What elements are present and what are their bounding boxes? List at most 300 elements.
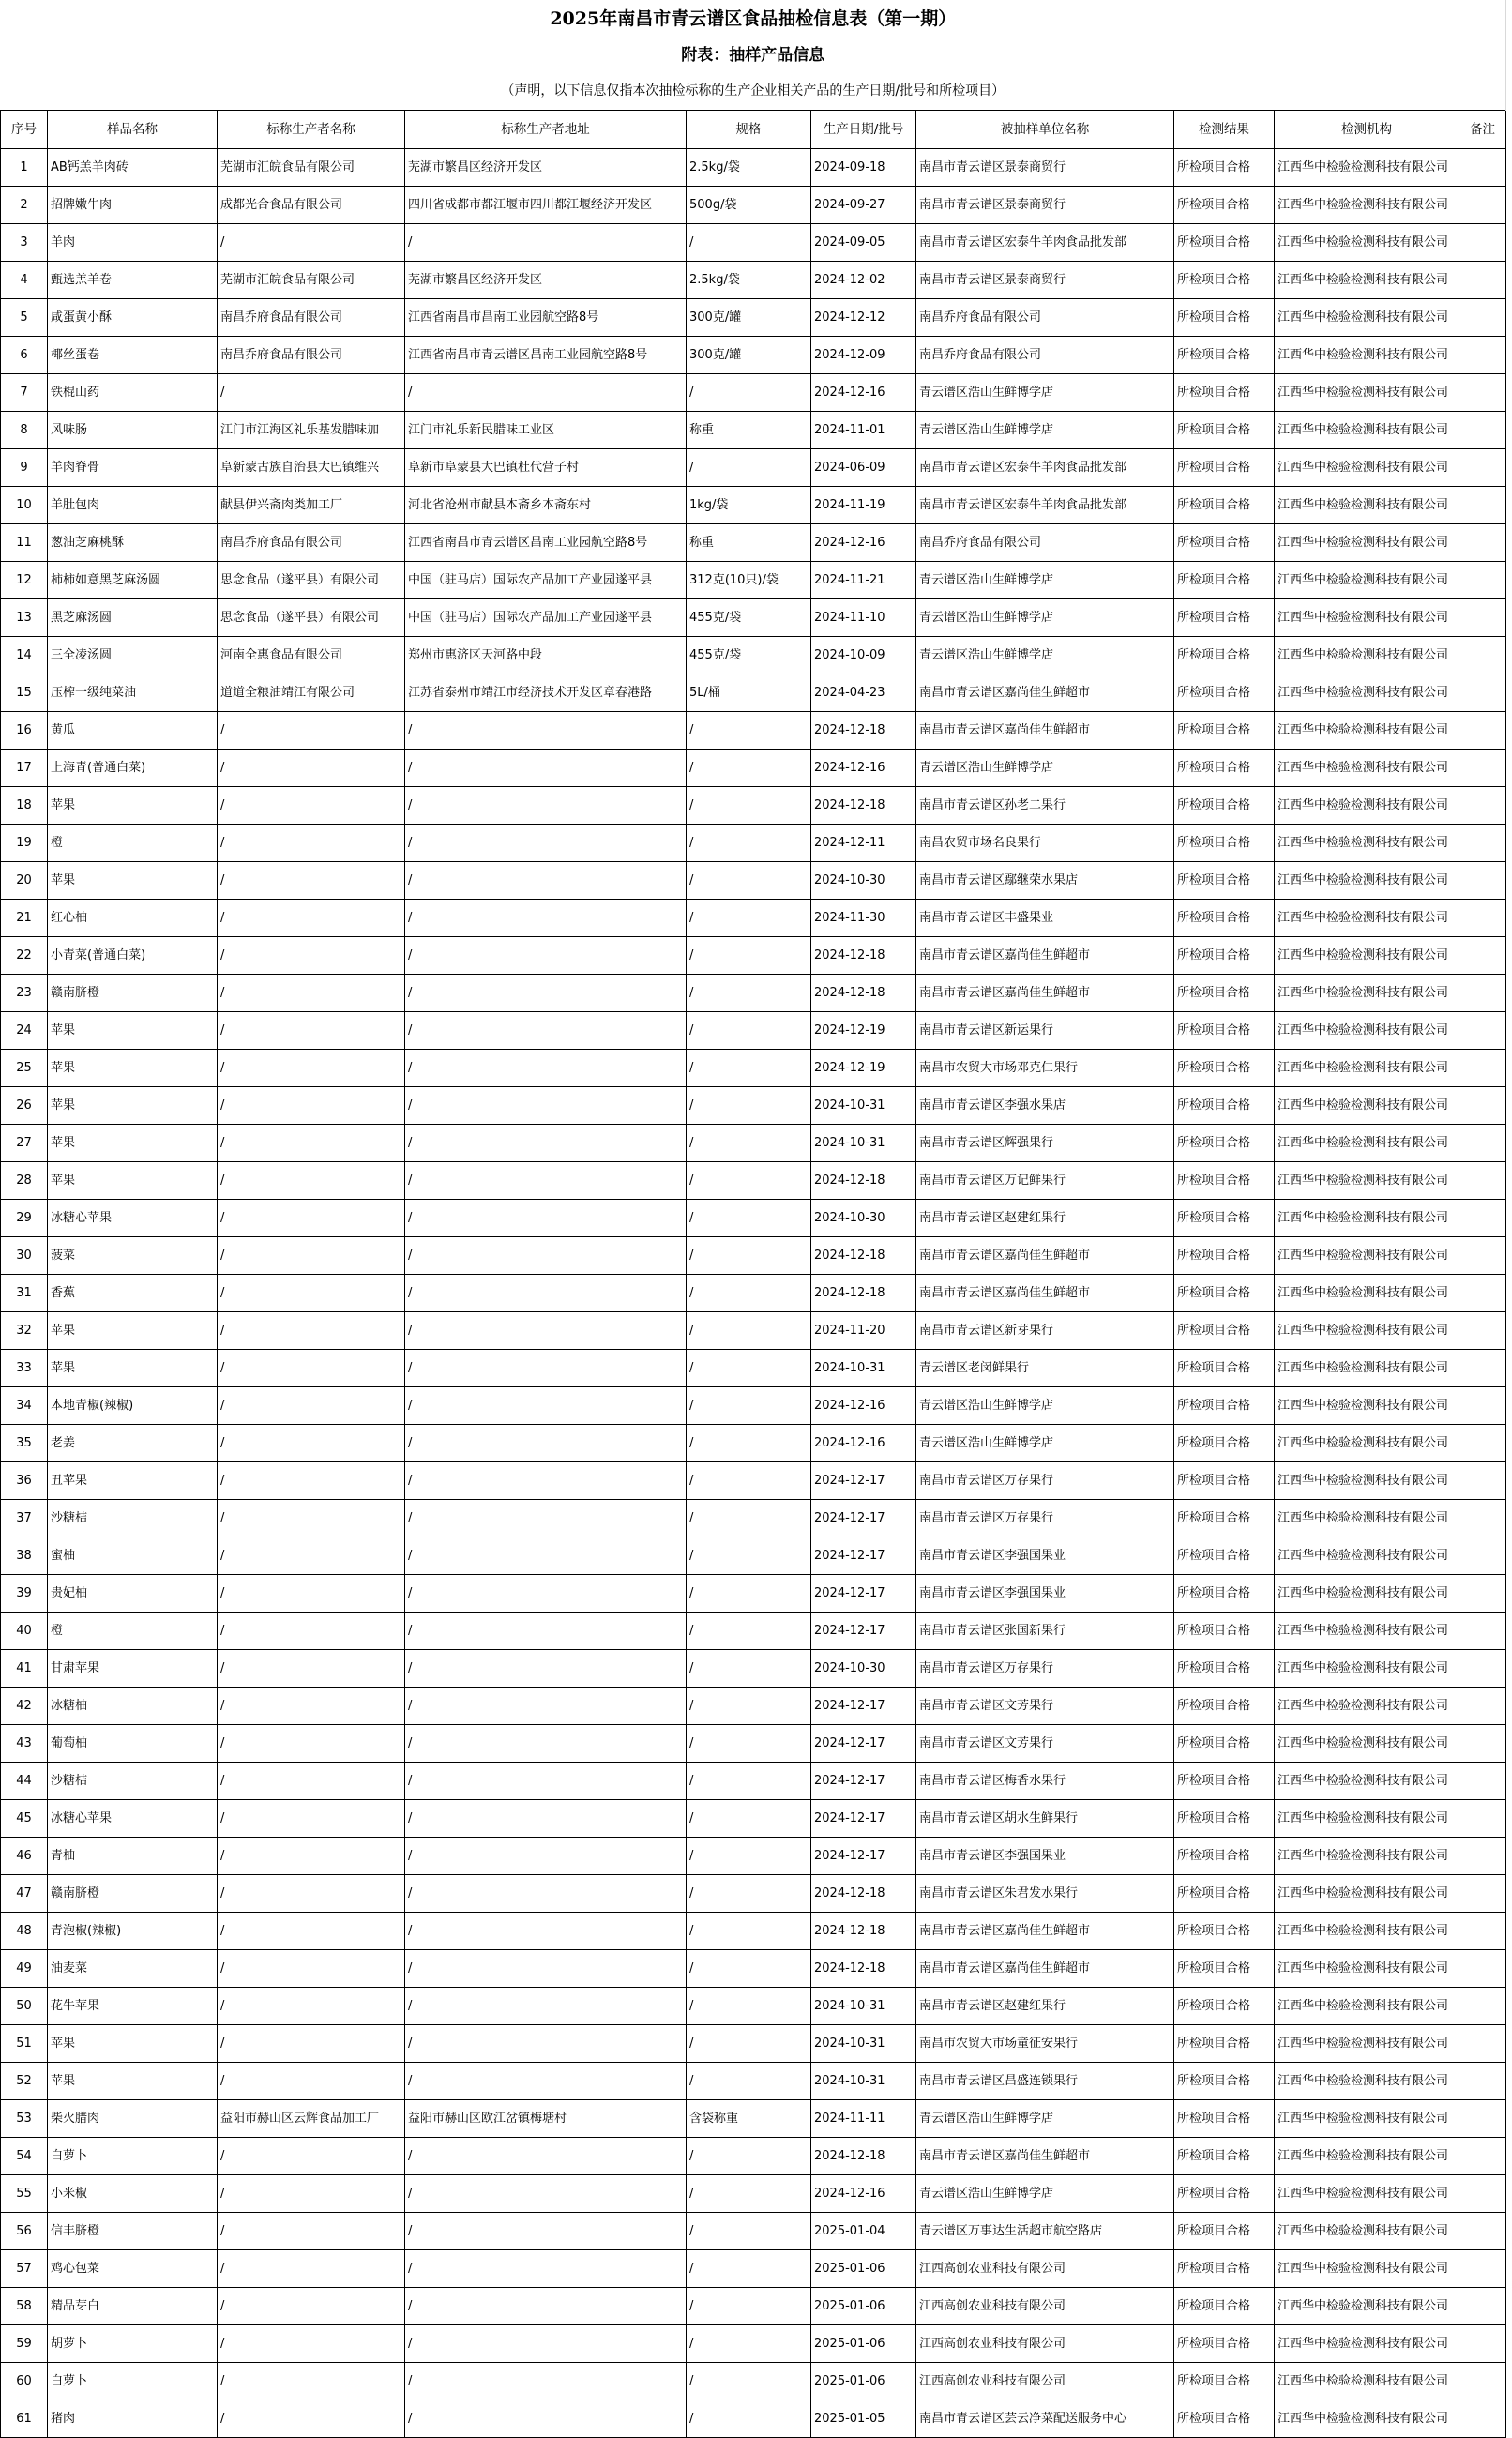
cell-remark	[1459, 223, 1506, 261]
table-row	[1, 2062, 1512, 2099]
cell-spec: /	[687, 861, 811, 899]
cell-producer-name: /	[218, 1011, 405, 1049]
cell-remark	[1459, 1236, 1506, 1274]
cell-spec: /	[687, 2400, 811, 2437]
cell-producer-address: /	[405, 1349, 687, 1386]
cell-producer-name: /	[218, 1574, 405, 1612]
cell-testing-agency: 江西华中检验检测科技有限公司	[1275, 2400, 1459, 2437]
cell-spec: /	[687, 1049, 811, 1086]
cell-spec: 称重	[687, 523, 811, 561]
cell-producer-name: /	[218, 2137, 405, 2174]
cell-test-result: 所检项目合格	[1174, 186, 1275, 223]
cell-sample-name: 沙糖桔	[48, 1499, 218, 1537]
cell-production-date: 2024-10-30	[811, 861, 916, 899]
cell-testing-agency: 江西华中检验检测科技有限公司	[1275, 2249, 1459, 2287]
table-body	[1, 148, 1512, 2437]
cell-sample-name: 苹果	[48, 786, 218, 824]
col-header-agency: 检测机构	[1275, 110, 1459, 148]
cell-producer-name: 南昌乔府食品有限公司	[218, 336, 405, 373]
cell-testing-agency: 江西华中检验检测科技有限公司	[1275, 1612, 1459, 1649]
cell-remark	[1459, 2212, 1506, 2249]
cell-production-date: 2024-12-16	[811, 523, 916, 561]
cell-producer-name: 道道全粮油靖江有限公司	[218, 674, 405, 711]
cell-producer-name: 益阳市赫山区云辉食品加工厂	[218, 2099, 405, 2137]
cell-producer-address: /	[405, 1311, 687, 1349]
cell-test-result: 所检项目合格	[1174, 899, 1275, 936]
cell-sample-name: 花牛苹果	[48, 1987, 218, 2024]
cell-test-result: 所检项目合格	[1174, 1537, 1275, 1574]
cell-remark	[1459, 2174, 1506, 2212]
cell-sampled-unit: 南昌市农贸大市场邓克仁果行	[916, 1049, 1174, 1086]
table-row	[1, 2137, 1512, 2174]
cell-testing-agency: 江西华中检验检测科技有限公司	[1275, 2137, 1459, 2174]
cell-sampled-unit: 青云谱区浩山生鲜博学店	[916, 411, 1174, 448]
table-row	[1, 936, 1512, 974]
cell-producer-name: /	[218, 2024, 405, 2062]
table-row	[1, 1612, 1512, 1649]
cell-spec: /	[687, 2174, 811, 2212]
cell-row-index: 31	[1, 1274, 48, 1311]
cell-remark	[1459, 148, 1506, 186]
cell-sample-name: 赣南脐橙	[48, 974, 218, 1011]
cell-row-index: 28	[1, 1161, 48, 1199]
cell-test-result: 所检项目合格	[1174, 861, 1275, 899]
cell-sample-name: 小青菜(普通白菜)	[48, 936, 218, 974]
cell-sampled-unit: 南昌市青云谱区景泰商贸行	[916, 186, 1174, 223]
table-row	[1, 974, 1512, 1011]
cell-spec: 1kg/袋	[687, 486, 811, 523]
cell-production-date: 2024-10-30	[811, 1199, 916, 1236]
col-header-producer-address: 标称生产者地址	[405, 110, 687, 148]
cell-row-index: 58	[1, 2287, 48, 2324]
cell-producer-address: 四川省成都市都江堰市四川都江堰经济开发区	[405, 186, 687, 223]
cell-producer-address: /	[405, 2024, 687, 2062]
cell-sampled-unit: 南昌市青云谱区嘉尚佳生鲜超市	[916, 936, 1174, 974]
cell-testing-agency: 江西华中检验检测科技有限公司	[1275, 2174, 1459, 2212]
cell-testing-agency: 江西华中检验检测科技有限公司	[1275, 674, 1459, 711]
cell-sample-name: 苹果	[48, 1124, 218, 1161]
cell-spec: /	[687, 1874, 811, 1912]
cell-producer-name: 河南全惠食品有限公司	[218, 636, 405, 674]
cell-row-index: 37	[1, 1499, 48, 1537]
cell-remark	[1459, 1274, 1506, 1311]
cell-testing-agency: 江西华中检验检测科技有限公司	[1275, 861, 1459, 899]
cell-remark	[1459, 336, 1506, 373]
cell-sample-name: 老姜	[48, 1424, 218, 1461]
cell-sample-name: 甄选羔羊卷	[48, 261, 218, 298]
table-row	[1, 1349, 1512, 1386]
cell-producer-address: /	[405, 1762, 687, 1799]
cell-producer-name: /	[218, 2212, 405, 2249]
cell-test-result: 所检项目合格	[1174, 1011, 1275, 1049]
cell-remark	[1459, 523, 1506, 561]
cell-sample-name: 赣南脐橙	[48, 1874, 218, 1912]
cell-row-index: 23	[1, 974, 48, 1011]
cell-remark	[1459, 261, 1506, 298]
cell-row-index: 19	[1, 824, 48, 861]
cell-remark	[1459, 1011, 1506, 1049]
cell-remark	[1459, 1161, 1506, 1199]
cell-testing-agency: 江西华中检验检测科技有限公司	[1275, 561, 1459, 598]
cell-producer-address: 江门市礼乐新民腊味工业区	[405, 411, 687, 448]
cell-remark	[1459, 1424, 1506, 1461]
table-row	[1, 2400, 1512, 2437]
cell-sampled-unit: 青云谱区浩山生鲜博学店	[916, 1424, 1174, 1461]
cell-producer-address: 郑州市惠济区天河路中段	[405, 636, 687, 674]
cell-testing-agency: 江西华中检验检测科技有限公司	[1275, 523, 1459, 561]
cell-producer-name: /	[218, 1949, 405, 1987]
cell-producer-name: 芜湖市汇皖食品有限公司	[218, 148, 405, 186]
cell-row-index: 22	[1, 936, 48, 974]
cell-sampled-unit: 江西高创农业科技有限公司	[916, 2249, 1174, 2287]
cell-remark	[1459, 1762, 1506, 1799]
cell-sampled-unit: 青云谱区浩山生鲜博学店	[916, 561, 1174, 598]
cell-remark	[1459, 1799, 1506, 1837]
cell-sampled-unit: 南昌市青云谱区辉强果行	[916, 1124, 1174, 1161]
table-row	[1, 1386, 1512, 1424]
cell-producer-address: 益阳市赫山区欧江岔镇梅塘村	[405, 2099, 687, 2137]
table-row	[1, 2249, 1512, 2287]
cell-remark	[1459, 373, 1506, 411]
cell-producer-address: /	[405, 1049, 687, 1086]
title-row	[1, 0, 1512, 37]
cell-producer-name: /	[218, 2362, 405, 2400]
cell-sample-name: 蜜柚	[48, 1537, 218, 1574]
cell-testing-agency: 江西华中检验检测科技有限公司	[1275, 1837, 1459, 1874]
cell-sample-name: 咸蛋黄小酥	[48, 298, 218, 336]
cell-producer-address: /	[405, 2212, 687, 2249]
table-row	[1, 2174, 1512, 2212]
cell-testing-agency: 江西华中检验检测科技有限公司	[1275, 1574, 1459, 1612]
cell-sample-name: 风味肠	[48, 411, 218, 448]
cell-production-date: 2024-12-19	[811, 1011, 916, 1049]
cell-remark	[1459, 2362, 1506, 2400]
table-row	[1, 1236, 1512, 1274]
cell-row-index: 35	[1, 1424, 48, 1461]
cell-testing-agency: 江西华中检验检测科技有限公司	[1275, 598, 1459, 636]
cell-production-date: 2024-12-18	[811, 2137, 916, 2174]
cell-test-result: 所检项目合格	[1174, 974, 1275, 1011]
cell-row-index: 47	[1, 1874, 48, 1912]
cell-production-date: 2024-12-17	[811, 1799, 916, 1837]
cell-sampled-unit: 南昌农贸市场名良果行	[916, 824, 1174, 861]
cell-test-result: 所检项目合格	[1174, 448, 1275, 486]
cell-sample-name: 本地青椒(辣椒)	[48, 1386, 218, 1424]
cell-sample-name: 青泡椒(辣椒)	[48, 1912, 218, 1949]
cell-row-index: 24	[1, 1011, 48, 1049]
cell-sample-name: 黑芝麻汤圆	[48, 598, 218, 636]
cell-test-result: 所检项目合格	[1174, 298, 1275, 336]
cell-producer-name: 成都光合食品有限公司	[218, 186, 405, 223]
cell-testing-agency: 江西华中检验检测科技有限公司	[1275, 749, 1459, 786]
cell-producer-address: /	[405, 1799, 687, 1837]
cell-producer-name: /	[218, 1724, 405, 1762]
cell-producer-name: /	[218, 1461, 405, 1499]
cell-sample-name: 上海青(普通白菜)	[48, 749, 218, 786]
cell-sample-name: 甘肃苹果	[48, 1649, 218, 1687]
cell-remark	[1459, 2099, 1506, 2137]
cell-sample-name: 柴火腊肉	[48, 2099, 218, 2137]
cell-sample-name: 苹果	[48, 2062, 218, 2099]
cell-testing-agency: 江西华中检验检测科技有限公司	[1275, 974, 1459, 1011]
cell-sampled-unit: 南昌乔府食品有限公司	[916, 523, 1174, 561]
cell-row-index: 46	[1, 1837, 48, 1874]
cell-testing-agency: 江西华中检验检测科技有限公司	[1275, 1161, 1459, 1199]
cell-row-index: 15	[1, 674, 48, 711]
cell-producer-name: /	[218, 1499, 405, 1537]
cell-spec: 5L/桶	[687, 674, 811, 711]
cell-remark	[1459, 636, 1506, 674]
cell-test-result: 所检项目合格	[1174, 1649, 1275, 1687]
cell-producer-address: 中国（驻马店）国际农产品加工产业园遂平县	[405, 598, 687, 636]
cell-spec: /	[687, 2249, 811, 2287]
cell-sampled-unit: 青云谱区浩山生鲜博学店	[916, 1386, 1174, 1424]
cell-sampled-unit: 南昌市农贸大市场童征安果行	[916, 2024, 1174, 2062]
cell-sample-name: 贵妃柚	[48, 1574, 218, 1612]
table-row	[1, 1461, 1512, 1499]
cell-testing-agency: 江西华中检验检测科技有限公司	[1275, 1762, 1459, 1799]
cell-production-date: 2024-12-12	[811, 298, 916, 336]
cell-production-date: 2024-12-16	[811, 1386, 916, 1424]
cell-producer-address: /	[405, 1537, 687, 1574]
cell-row-index: 61	[1, 2400, 48, 2437]
cell-sample-name: 猪肉	[48, 2400, 218, 2437]
cell-sampled-unit: 南昌市青云谱区宏泰牛羊肉食品批发部	[916, 486, 1174, 523]
cell-test-result: 所检项目合格	[1174, 1424, 1275, 1461]
cell-sampled-unit: 南昌市青云谱区丰盛果业	[916, 899, 1174, 936]
cell-producer-name: /	[218, 1386, 405, 1424]
cell-producer-address: /	[405, 2400, 687, 2437]
table-row	[1, 674, 1512, 711]
table-row	[1, 148, 1512, 186]
cell-test-result: 所检项目合格	[1174, 598, 1275, 636]
cell-sampled-unit: 南昌市青云谱区嘉尚佳生鲜超市	[916, 711, 1174, 749]
cell-producer-name: /	[218, 974, 405, 1011]
cell-production-date: 2024-12-19	[811, 1049, 916, 1086]
cell-spec: /	[687, 1311, 811, 1349]
cell-remark	[1459, 1874, 1506, 1912]
cell-remark	[1459, 1311, 1506, 1349]
cell-test-result: 所检项目合格	[1174, 2024, 1275, 2062]
cell-remark	[1459, 936, 1506, 974]
cell-test-result: 所检项目合格	[1174, 2174, 1275, 2212]
cell-sample-name: 橙	[48, 1612, 218, 1649]
cell-production-date: 2024-10-31	[811, 2024, 916, 2062]
cell-sample-name: 红心柚	[48, 899, 218, 936]
page-title: 2025年南昌市青云谱区食品抽检信息表（第一期）	[1, 0, 1506, 37]
col-header-spec: 规格	[687, 110, 811, 148]
cell-production-date: 2024-10-31	[811, 1124, 916, 1161]
cell-spec: /	[687, 2024, 811, 2062]
cell-spec: 2.5kg/袋	[687, 148, 811, 186]
cell-sample-name: 苹果	[48, 2024, 218, 2062]
cell-remark	[1459, 1574, 1506, 1612]
cell-spec: 500g/袋	[687, 186, 811, 223]
cell-sampled-unit: 南昌市青云谱区张国新果行	[916, 1612, 1174, 1649]
cell-sample-name: 信丰脐橙	[48, 2212, 218, 2249]
cell-sampled-unit: 南昌市青云谱区李强国果业	[916, 1837, 1174, 1874]
cell-row-index: 25	[1, 1049, 48, 1086]
cell-row-index: 30	[1, 1236, 48, 1274]
cell-row-index: 45	[1, 1799, 48, 1837]
cell-testing-agency: 江西华中检验检测科技有限公司	[1275, 1949, 1459, 1987]
cell-sampled-unit: 南昌市青云谱区李强国果业	[916, 1537, 1174, 1574]
cell-sampled-unit: 南昌市青云谱区宏泰牛羊肉食品批发部	[916, 448, 1174, 486]
cell-sample-name: 招牌嫩牛肉	[48, 186, 218, 223]
cell-producer-name: /	[218, 2062, 405, 2099]
cell-row-index: 56	[1, 2212, 48, 2249]
cell-sampled-unit: 南昌市青云谱区芸云净菜配送服务中心	[916, 2400, 1174, 2437]
cell-sample-name: 鸡心包菜	[48, 2249, 218, 2287]
cell-testing-agency: 江西华中检验检测科技有限公司	[1275, 1987, 1459, 2024]
cell-spec: /	[687, 1912, 811, 1949]
cell-sampled-unit: 南昌市青云谱区赵建红果行	[916, 1987, 1174, 2024]
cell-testing-agency: 江西华中检验检测科技有限公司	[1275, 2099, 1459, 2137]
cell-producer-address: /	[405, 373, 687, 411]
cell-spec: /	[687, 1086, 811, 1124]
cell-test-result: 所检项目合格	[1174, 1461, 1275, 1499]
cell-production-date: 2024-12-17	[811, 1762, 916, 1799]
cell-test-result: 所检项目合格	[1174, 2249, 1275, 2287]
cell-spec: /	[687, 448, 811, 486]
cell-production-date: 2024-12-18	[811, 936, 916, 974]
cell-producer-address: /	[405, 1612, 687, 1649]
cell-spec: 称重	[687, 411, 811, 448]
cell-producer-address: 芜湖市繁昌区经济开发区	[405, 148, 687, 186]
cell-producer-address: /	[405, 1649, 687, 1687]
cell-sampled-unit: 南昌市青云谱区昌盛连锁果行	[916, 2062, 1174, 2099]
cell-remark	[1459, 2400, 1506, 2437]
cell-producer-name: 思念食品（遂平县）有限公司	[218, 598, 405, 636]
cell-spec: /	[687, 223, 811, 261]
table-row	[1, 1537, 1512, 1574]
cell-producer-name: /	[218, 1274, 405, 1311]
cell-producer-name: /	[218, 899, 405, 936]
cell-test-result: 所检项目合格	[1174, 2362, 1275, 2400]
cell-test-result: 所检项目合格	[1174, 261, 1275, 298]
cell-producer-address: /	[405, 861, 687, 899]
cell-producer-address: /	[405, 1574, 687, 1612]
cell-sampled-unit: 南昌市青云谱区嘉尚佳生鲜超市	[916, 674, 1174, 711]
cell-sampled-unit: 南昌市青云谱区赵建红果行	[916, 1199, 1174, 1236]
cell-test-result: 所检项目合格	[1174, 1612, 1275, 1649]
cell-sample-name: 小米椒	[48, 2174, 218, 2212]
cell-sample-name: 白萝卜	[48, 2137, 218, 2174]
cell-sampled-unit: 南昌市青云谱区万存果行	[916, 1649, 1174, 1687]
cell-remark	[1459, 1386, 1506, 1424]
cell-row-index: 1	[1, 148, 48, 186]
cell-remark	[1459, 486, 1506, 523]
cell-producer-address: /	[405, 2249, 687, 2287]
cell-producer-address: /	[405, 1124, 687, 1161]
cell-remark	[1459, 711, 1506, 749]
cell-testing-agency: 江西华中检验检测科技有限公司	[1275, 2062, 1459, 2099]
table-row	[1, 598, 1512, 636]
cell-remark	[1459, 2024, 1506, 2062]
cell-producer-address: 江苏省泰州市靖江市经济技术开发区章春港路	[405, 674, 687, 711]
cell-producer-address: /	[405, 2062, 687, 2099]
cell-row-index: 11	[1, 523, 48, 561]
cell-remark	[1459, 786, 1506, 824]
cell-remark	[1459, 1612, 1506, 1649]
cell-testing-agency: 江西华中检验检测科技有限公司	[1275, 2287, 1459, 2324]
table-row	[1, 824, 1512, 861]
cell-testing-agency: 江西华中检验检测科技有限公司	[1275, 2362, 1459, 2400]
cell-producer-address: /	[405, 1837, 687, 1874]
cell-production-date: 2024-11-10	[811, 598, 916, 636]
cell-sample-name: AB钙羔羊肉砖	[48, 148, 218, 186]
cell-row-index: 52	[1, 2062, 48, 2099]
cell-row-index: 40	[1, 1612, 48, 1649]
cell-production-date: 2024-12-16	[811, 749, 916, 786]
cell-remark	[1459, 298, 1506, 336]
cell-testing-agency: 江西华中检验检测科技有限公司	[1275, 2324, 1459, 2362]
cell-production-date: 2024-10-31	[811, 1987, 916, 2024]
cell-production-date: 2024-12-18	[811, 1236, 916, 1274]
cell-producer-name: /	[218, 2400, 405, 2437]
cell-producer-name: /	[218, 1649, 405, 1687]
cell-testing-agency: 江西华中检验检测科技有限公司	[1275, 223, 1459, 261]
cell-sampled-unit: 南昌市青云谱区朱君发水果行	[916, 1874, 1174, 1912]
cell-spec: /	[687, 899, 811, 936]
cell-producer-address: /	[405, 1011, 687, 1049]
cell-sample-name: 羊肉脊骨	[48, 448, 218, 486]
cell-producer-address: /	[405, 2174, 687, 2212]
cell-producer-address: /	[405, 1274, 687, 1311]
cell-spec: /	[687, 1199, 811, 1236]
cell-spec: /	[687, 936, 811, 974]
cell-remark	[1459, 561, 1506, 598]
cell-remark	[1459, 2324, 1506, 2362]
cell-remark	[1459, 1987, 1506, 2024]
cell-producer-address: /	[405, 223, 687, 261]
cell-remark	[1459, 1537, 1506, 1574]
table-row	[1, 1424, 1512, 1461]
cell-sample-name: 香蕉	[48, 1274, 218, 1311]
cell-spec: 300克/罐	[687, 298, 811, 336]
cell-producer-name: /	[218, 223, 405, 261]
cell-producer-address: /	[405, 1199, 687, 1236]
cell-test-result: 所检项目合格	[1174, 2099, 1275, 2137]
cell-sample-name: 冰糖心苹果	[48, 1799, 218, 1837]
cell-production-date: 2024-10-31	[811, 1086, 916, 1124]
cell-sample-name: 苹果	[48, 1349, 218, 1386]
cell-testing-agency: 江西华中检验检测科技有限公司	[1275, 1311, 1459, 1349]
cell-spec: /	[687, 1011, 811, 1049]
cell-production-date: 2024-11-21	[811, 561, 916, 598]
table-row	[1, 1274, 1512, 1311]
cell-sampled-unit: 青云谱区浩山生鲜博学店	[916, 2174, 1174, 2212]
cell-producer-address: /	[405, 899, 687, 936]
cell-row-index: 55	[1, 2174, 48, 2212]
cell-spec: /	[687, 1799, 811, 1837]
cell-producer-name: /	[218, 1424, 405, 1461]
cell-production-date: 2025-01-04	[811, 2212, 916, 2249]
cell-spec: /	[687, 1574, 811, 1612]
cell-sampled-unit: 南昌市青云谱区万存果行	[916, 1499, 1174, 1537]
cell-test-result: 所检项目合格	[1174, 336, 1275, 373]
cell-row-index: 3	[1, 223, 48, 261]
cell-remark	[1459, 824, 1506, 861]
cell-production-date: 2024-12-17	[811, 1574, 916, 1612]
cell-spec: /	[687, 1762, 811, 1799]
col-header-sampled-unit: 被抽样单位名称	[916, 110, 1174, 148]
cell-spec: /	[687, 2362, 811, 2400]
cell-testing-agency: 江西华中检验检测科技有限公司	[1275, 411, 1459, 448]
cell-producer-address: /	[405, 1949, 687, 1987]
cell-sampled-unit: 南昌市青云谱区文芳果行	[916, 1724, 1174, 1762]
cell-row-index: 39	[1, 1574, 48, 1612]
